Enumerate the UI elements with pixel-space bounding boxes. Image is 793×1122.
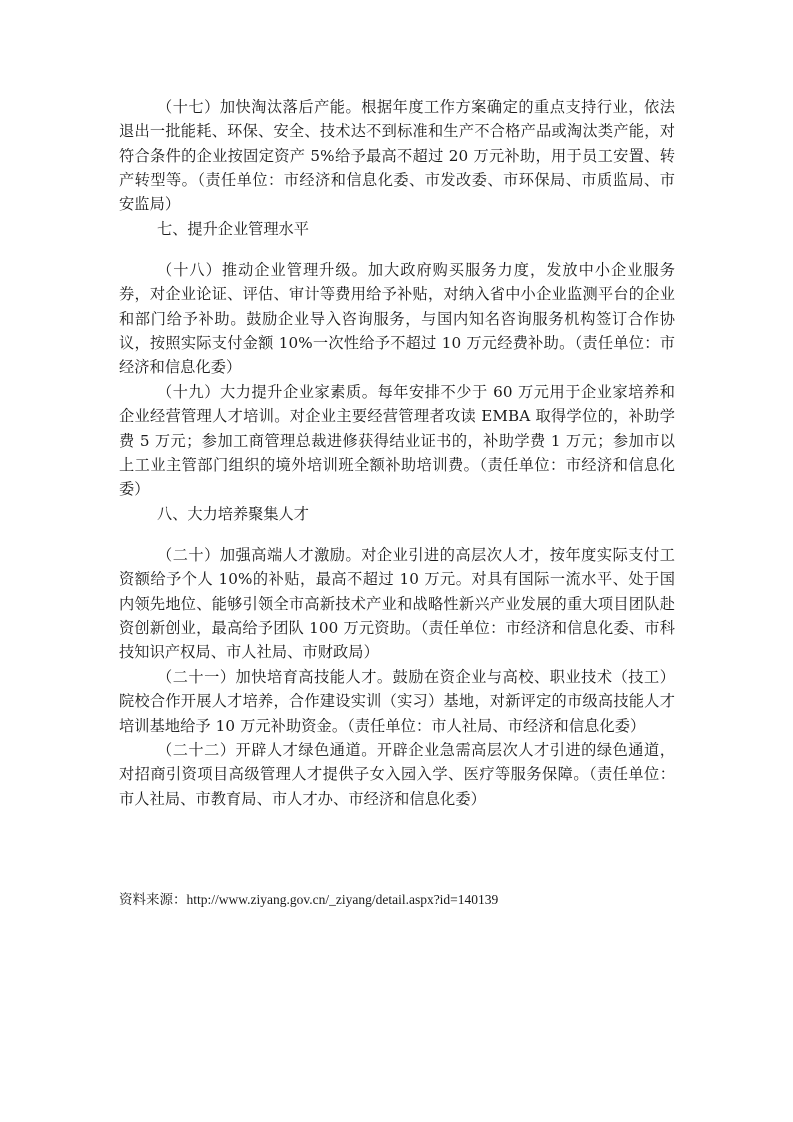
source-label: 资料来源： <box>119 892 187 908</box>
source-note <box>119 890 498 910</box>
paragraph-20: （二十）加强高端人才激励。对企业引进的高层次人才，按年度实际支付工资额给予个人 10%的补贴，最高不超过 10 万元。对具有国际一流水平、处于国内领先地位、能够引领全市高新技术产业和战略性新兴产业发展的重大项目团队赴资创新创业，最高给予团队 100 万元资助。（责任单位：市经济和信息化委、市科技知识产权局、市人社局、市财政局） <box>119 546 675 662</box>
paragraph-17: （十七）加快淘汰落后产能。根据年度工作方案确定的重点支持行业，依法退出一批能耗、环保、安全、技术达不到标准和生产不合格产品或淘汰类产能，对符合条件的企业按固定资产 5%给予最高不超过 20 万元补助，用于员工安置、转产转型等。（责任单位：市经济和信息化委、市发改委、市环保局、市质监局、市安监局） <box>119 98 675 214</box>
section-heading-8: 八、大力培养聚集人才 <box>157 505 309 523</box>
source-url-link[interactable]: http://www.ziyang.gov.cn/_ziyang/detail.aspx?id=140139 <box>186 892 499 907</box>
paragraph-22: （二十二）开辟人才绿色通道。开辟企业急需高层次人才引进的绿色通道，对招商引资项目高级管理人才提供子女入园入学、医疗等服务保障。（责任单位：市人社局、市教育局、市人才办、市经济和信息化委） <box>119 741 675 808</box>
section-heading-7: 七、提升企业管理水平 <box>157 220 309 238</box>
paragraph-19: （十九）大力提升企业家素质。每年安排不少于 60 万元用于企业家培养和企业经营管理人才培训。对企业主要经营管理者攻读 EMBA 取得学位的，补助学费 5 万元；参加工商管理总裁进修获得结业证书的，补助学费 1 万元；参加市以上工业主管部门组织的境外培训班全额补助培训费。（责任单位：市经济和信息化委） <box>119 383 675 499</box>
paragraph-18: （十八）推动企业管理升级。加大政府购买服务力度，发放中小企业服务券，对企业论证、评估、审计等费用给予补贴，对纳入省中小企业监测平台的企业和部门给予补助。鼓励企业导入咨询服务，与国内知名咨询服务机构签订合作协议，按照实际支付金额 10%一次性给予不超过 10 万元经费补助。（责任单位：市经济和信息化委） <box>119 261 675 377</box>
paragraph-21: （二十一）加快培育高技能人才。鼓励在资企业与高校、职业技术（技工）院校合作开展人才培养，合作建设实训（实习）基地，对新评定的市级高技能人才培训基地给予 10 万元补助资金。（责任单位：市人社局、市经济和信息化委） <box>119 668 675 735</box>
